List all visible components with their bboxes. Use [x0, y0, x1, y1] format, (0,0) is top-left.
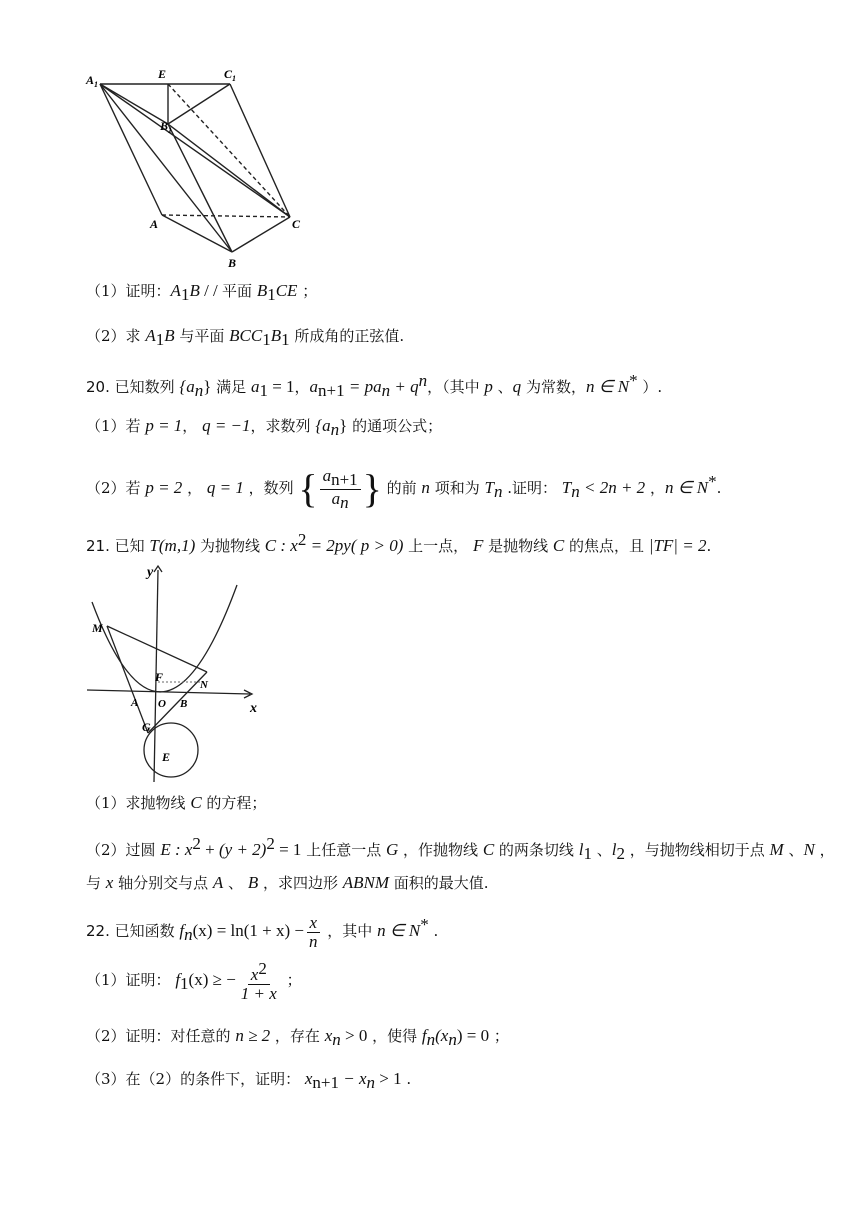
q21-stem: 21. 已知 T(m,1) 为抛物线 C : $x^2 = 2py$( p > 0) 上一点， F 是抛物线 C 的焦点，且 |TF| = 2. — [86, 530, 712, 555]
label-A1: $A_1$ — [86, 73, 99, 89]
q19-part2: （2）求 $A_1B$ 与平面 $BCC_1B_1$ 所成角的正弦值. — [86, 326, 405, 349]
q21-part1: （1）求抛物线 C 的方程； — [86, 793, 267, 812]
label-F: F — [155, 670, 164, 684]
q21-part2-line1: （2）过圆 E : $x^2 + (y + 2)^2 = 1$ 上任意一点 G ，作抛物线 C 的两条切线 $l_1$ 、$l_2$ ，与抛物线相切于点 M 、N ， — [86, 834, 835, 863]
q19-part1: （1）证明：$A_1B$ / / 平面 $B_1CE$ ； — [86, 281, 318, 304]
label-A: A — [131, 697, 139, 709]
label-G: G — [142, 720, 151, 734]
label-y: y — [147, 565, 154, 580]
prism-figure — [80, 62, 320, 272]
label-B1: $B_1$ — [160, 119, 173, 135]
q21-part2-line2: 与 x 轴分别交与点 A 、 B ，求四边形 ABNM 面积的最大值. — [86, 873, 489, 892]
q22-part3: （3）在（2）的条件下，证明： $x_{n+1} - x_n > 1$ . — [86, 1069, 412, 1092]
label-C1: $C_1$ — [224, 67, 237, 83]
label-E: E — [158, 67, 167, 81]
label-N: N — [200, 679, 208, 691]
label-x: x — [250, 701, 257, 716]
q22-part1: （1）证明： $f_1(x)$ ≥ − $\frac{x^2}{1 + x}$ ； — [86, 958, 302, 1003]
q20-stem: 20. 已知数列 $\{a_n\}$ 满足 $a_1 = 1$，$a_{n+1} = pa_n + q^n$，（其中 p 、q 为常数，n ∈ N* ）. — [86, 371, 663, 400]
label-A: A — [150, 217, 159, 231]
q22-part2: （2）证明：对任意的 n ≥ 2 ，存在 $x_n > 0$ ，使得 $f_n(x_n) = 0$ ； — [86, 1026, 509, 1049]
label-M: M — [92, 621, 103, 635]
parabola-figure — [82, 560, 272, 785]
label-O: O — [158, 698, 166, 710]
q20-part1: （1）若 p = 1， q = −1，求数列 $\{a_n\}$ 的通项公式； — [86, 416, 443, 439]
q20-part2: （2）若 p = 2 ， q = 1 ，数列 { $\frac{a_{n+1}}{a_n}$ } 的前 n 项和为 $T_n$ .证明： $T_n < 2n + 2$ ，n ∈ N*. — [86, 465, 722, 512]
label-E: E — [162, 750, 171, 764]
label-B: B — [180, 698, 188, 710]
q22-stem: 22. 已知函数 $f_n(x) = \ln(1 + x)$ − $\frac{x}{n}$ ，其中 n ∈ N* . — [86, 912, 439, 951]
label-C: C — [292, 217, 301, 231]
label-B: B — [228, 256, 237, 270]
